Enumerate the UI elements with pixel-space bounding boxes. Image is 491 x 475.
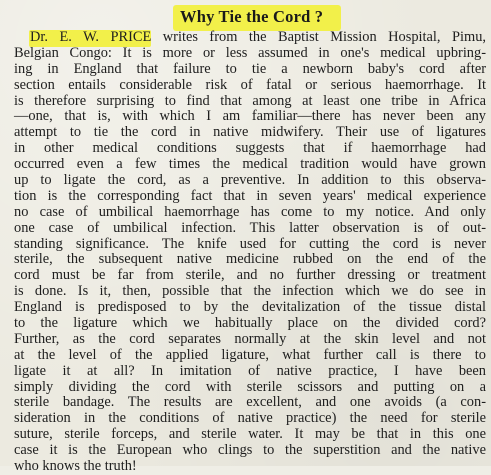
article-line: Dr. E. W. PRICE writes from the Baptist Mission Hospital, Pimu, bbox=[30, 29, 486, 45]
article-line: sterile bandage. The results are excellent, and one avoids (a con- bbox=[14, 394, 486, 411]
article-line: is done. Is it, then, possible that the infection which we do see in bbox=[14, 283, 486, 300]
article-line: who knows the truth! bbox=[14, 458, 137, 475]
article-title: Why Tie the Cord ? bbox=[180, 7, 324, 26]
article-line: at the level of the applied ligature, what further call is there to bbox=[14, 346, 486, 363]
article-line: case it is the European who clings to the superstition and the native bbox=[14, 442, 486, 459]
article-line: up to ligate the cord, as a preventive. In addition to this observa- bbox=[14, 172, 486, 189]
article-line: in other medical conditions suggests that if haemorrhage had bbox=[14, 140, 486, 157]
article-line: sterile, the subsequent native medicine rubbed on the end of the bbox=[14, 251, 486, 268]
article-body bbox=[14, 30, 486, 475]
article-line: England is predisposed to by the devitalization of the tissue distal bbox=[14, 299, 486, 316]
article-line: cord must be far from sterile, and no further dressing or treatment bbox=[14, 267, 486, 284]
article-line: suture, sterile forceps, and sterile water. It may be that in this one bbox=[14, 426, 486, 443]
article-line: —one, that is, with which I am familiar—there has never been any bbox=[14, 108, 486, 125]
article-line: is therefore surprising to find that among at least one tribe in Africa bbox=[14, 92, 486, 109]
article-line: to the ligature which we habitually place on the divided cord? bbox=[14, 315, 486, 332]
article-line: one case of umbilical infection. This latter observation is of out- bbox=[14, 219, 486, 236]
article-line: no case of umbilical haemorrhage has come to my notice. And only bbox=[14, 203, 486, 220]
article-line: simply dividing the cord with sterile scissors and putting on a bbox=[14, 378, 486, 395]
article-line: Further, as the cord separates normally at the skin level and not bbox=[14, 330, 486, 347]
article-line: tion is the corresponding fact that in seven years' medical experience bbox=[14, 187, 486, 204]
article-line: Belgian Congo: It is more or less assumed in one's medical upbring- bbox=[14, 44, 486, 61]
article-line: standing significance. The knife used for cutting the cord is never bbox=[14, 235, 486, 252]
article-line: sideration in the conditions of native practice) the need for sterile bbox=[14, 410, 486, 427]
article-line: occurred even a few times the medical tradition would have grown bbox=[14, 156, 486, 173]
article-line: attempt to tie the cord in native midwifery. Their use of ligatures bbox=[14, 124, 486, 141]
article-line: ing in England that failure to tie a newborn baby's cord after bbox=[14, 60, 486, 77]
article-line: section entails considerable risk of fatal or serious haemorrhage. It bbox=[14, 76, 486, 93]
article-line: ligate it at all? In imitation of native practice, I have been bbox=[14, 362, 486, 379]
